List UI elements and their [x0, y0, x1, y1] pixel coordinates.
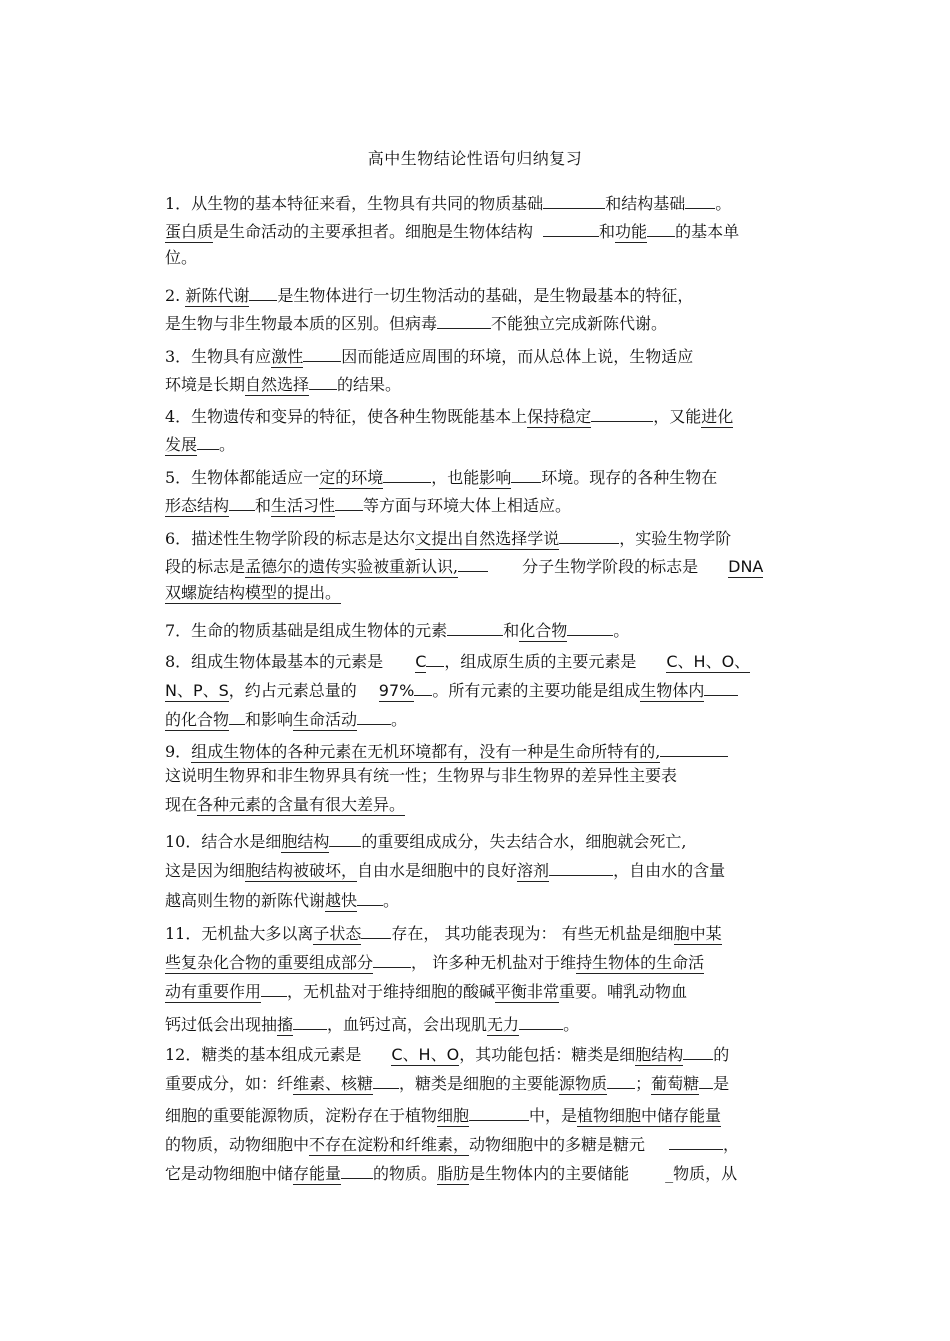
- item-12-line-4: 的物质，动物细胞中不存在淀粉和纤维素，动物细胞中的多糖是糖元 ，: [165, 1131, 739, 1155]
- item-3-line-1: 3．生物具有应激性 因而能适应周围的环境，而从总体上说，生物适应: [165, 343, 693, 367]
- item-5-line-1: 5．生物体都能适应一定的环境 ，也能影响 环境。现存的各种生物在: [165, 464, 717, 488]
- item-1-line-3: 位。: [165, 248, 198, 267]
- item-9-line-2: 这说明生物界和非生物界具有统一性；生物界与非生物界的差异性主要表: [165, 766, 678, 785]
- item-4-line-2: 发展 。: [165, 431, 235, 455]
- item-11-line-2: 些复杂化合物的重要组成部分 ， 许多种无机盐对于维持生物体的生命活: [165, 949, 704, 973]
- item-10-line-3: 越高则生物的新陈代谢越快 。: [165, 887, 399, 911]
- item-9-line-3: 现在各种元素的含量有很大差异。: [165, 795, 406, 814]
- item-11-line-4: 钙过低会出现抽搐 ，血钙过高，会出现肌无力 。: [165, 1011, 579, 1035]
- item-3-line-2: 环境是长期自然选择 的结果。: [165, 371, 401, 395]
- item-10-line-2: 这是因为细胞结构被破坏，自由水是细胞中的良好溶剂 ，自由水的含量: [165, 857, 725, 881]
- item-1-line-1: 1．从生物的基本特征来看，生物具有共同的物质基础 和结构基础 。: [165, 190, 731, 214]
- item-9-line-1: 9．组成生物体的各种元素在无机环境都有，没有一种是生命所特有的,: [165, 738, 728, 762]
- item-7-line-1: 7．生命的物质基础是组成生物体的元素 和化合物 。: [165, 617, 629, 641]
- item-2-line-1: 2. 新陈代谢 是生物体进行一切生物活动的基础，是生物最基本的特征，: [165, 282, 693, 306]
- item-12-line-5: 它是动物细胞中储存能量 的物质。脂肪是生物体内的主要储能 _物质，从: [165, 1160, 737, 1184]
- item-12-line-1: 12．糖类的基本组成元素是 C、H、O，其功能包括：糖类是细胞结构 的: [165, 1041, 729, 1065]
- item-6-line-2: 段的标志是孟德尔的遗传实验被重新认识, 分子生物学阶段的标志是 DNA: [165, 553, 763, 577]
- item-6-line-1: 6．描述性生物学阶段的标志是达尔文提出自然选择学说 ，实验生物学阶: [165, 525, 731, 549]
- item-10-line-1: 10．结合水是细胞结构 的重要组成成分，失去结合水，细胞就会死亡,: [165, 828, 686, 852]
- item-8-line-3: 的化合物 和影响生命活动 。: [165, 706, 407, 730]
- item-12-line-2: 重要成分，如：纤维素、核糖 ，糖类是细胞的主要能源物质 ；葡萄糖 是: [165, 1070, 729, 1094]
- item-12-line-3: 细胞的重要能源物质，淀粉存在于植物细胞 中，是植物细胞中储存能量: [165, 1102, 721, 1126]
- item-4-line-1: 4．生物遗传和变异的特征，使各种生物既能基本上保持稳定 ，又能进化: [165, 403, 733, 427]
- item-6-line-3: 双螺旋结构模型的提出。: [165, 583, 342, 602]
- item-8-line-1: 8．组成生物体最基本的元素是 C ，组成原生质的主要元素是 C、H、O、: [165, 648, 750, 672]
- item-2-line-2: 是生物与非生物最本质的区别。但病毒 不能独立完成新陈代谢。: [165, 310, 667, 334]
- item-11-line-3: 动有重要作用 ，无机盐对于维持细胞的酸碱平衡非常重要。哺乳动物血: [165, 978, 687, 1002]
- item-8-line-2: N、P、S，约占元素总量的 97% 。所有元素的主要功能是组成生物体内: [165, 677, 738, 701]
- page-title: 高中生物结论性语句归纳复习: [367, 149, 583, 168]
- item-5-line-2: 形态结构 和生活习性 等方面与环境大体上相适应。: [165, 492, 571, 516]
- item-11-line-1: 11．无机盐大多以离子状态 存在， 其功能表现为： 有些无机盐是细胞中某: [165, 920, 722, 944]
- item-1-line-2: 蛋白质是生命活动的主要承担者。细胞是生物体结构 和功能 的基本单: [165, 218, 739, 242]
